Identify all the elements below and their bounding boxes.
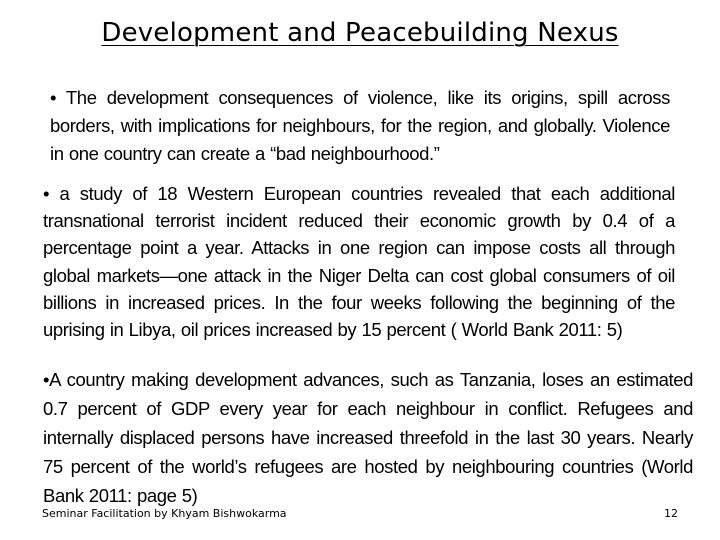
slide-footer: Seminar Facilitation by Khyam Bishwokarma [42,507,287,520]
page-number: 12 [664,507,678,520]
bullet-paragraph-3: •A country making development advances, such as Tanzania, loses an estimated 0.7 percent of GDP every year for each neighbour in conflict. Refugees and internally displaced persons have increased threefold in the last 30 years. Nearly 75 percent of the world’s refugees are hosted by neighbouring countries (World Bank 2011: page 5) [43,369,693,506]
bullet-paragraph-2: • a study of 18 Western European countries revealed that each additional transnational terrorist incident reduced their economic growth by 0.4 of a percentage point a year. Attacks in one region can impose costs all through global markets—one attack in the Niger Delta can cost global consumers of oil billions in increased prices. In the four weeks following the beginning of the uprising in Libya, oil prices increased by 15 percent ( World Bank 2011: 5) [43,183,675,341]
slide-title [0,16,720,50]
slide-title-text: Development and Peacebuilding Nexus [101,18,619,48]
bullet-paragraph-1: • The development consequences of violence, like its origins, spill across borders, with implications for neighbours, for the region, and globally. Violence in one country can create a “bad neighbourhood.” [50,87,670,164]
